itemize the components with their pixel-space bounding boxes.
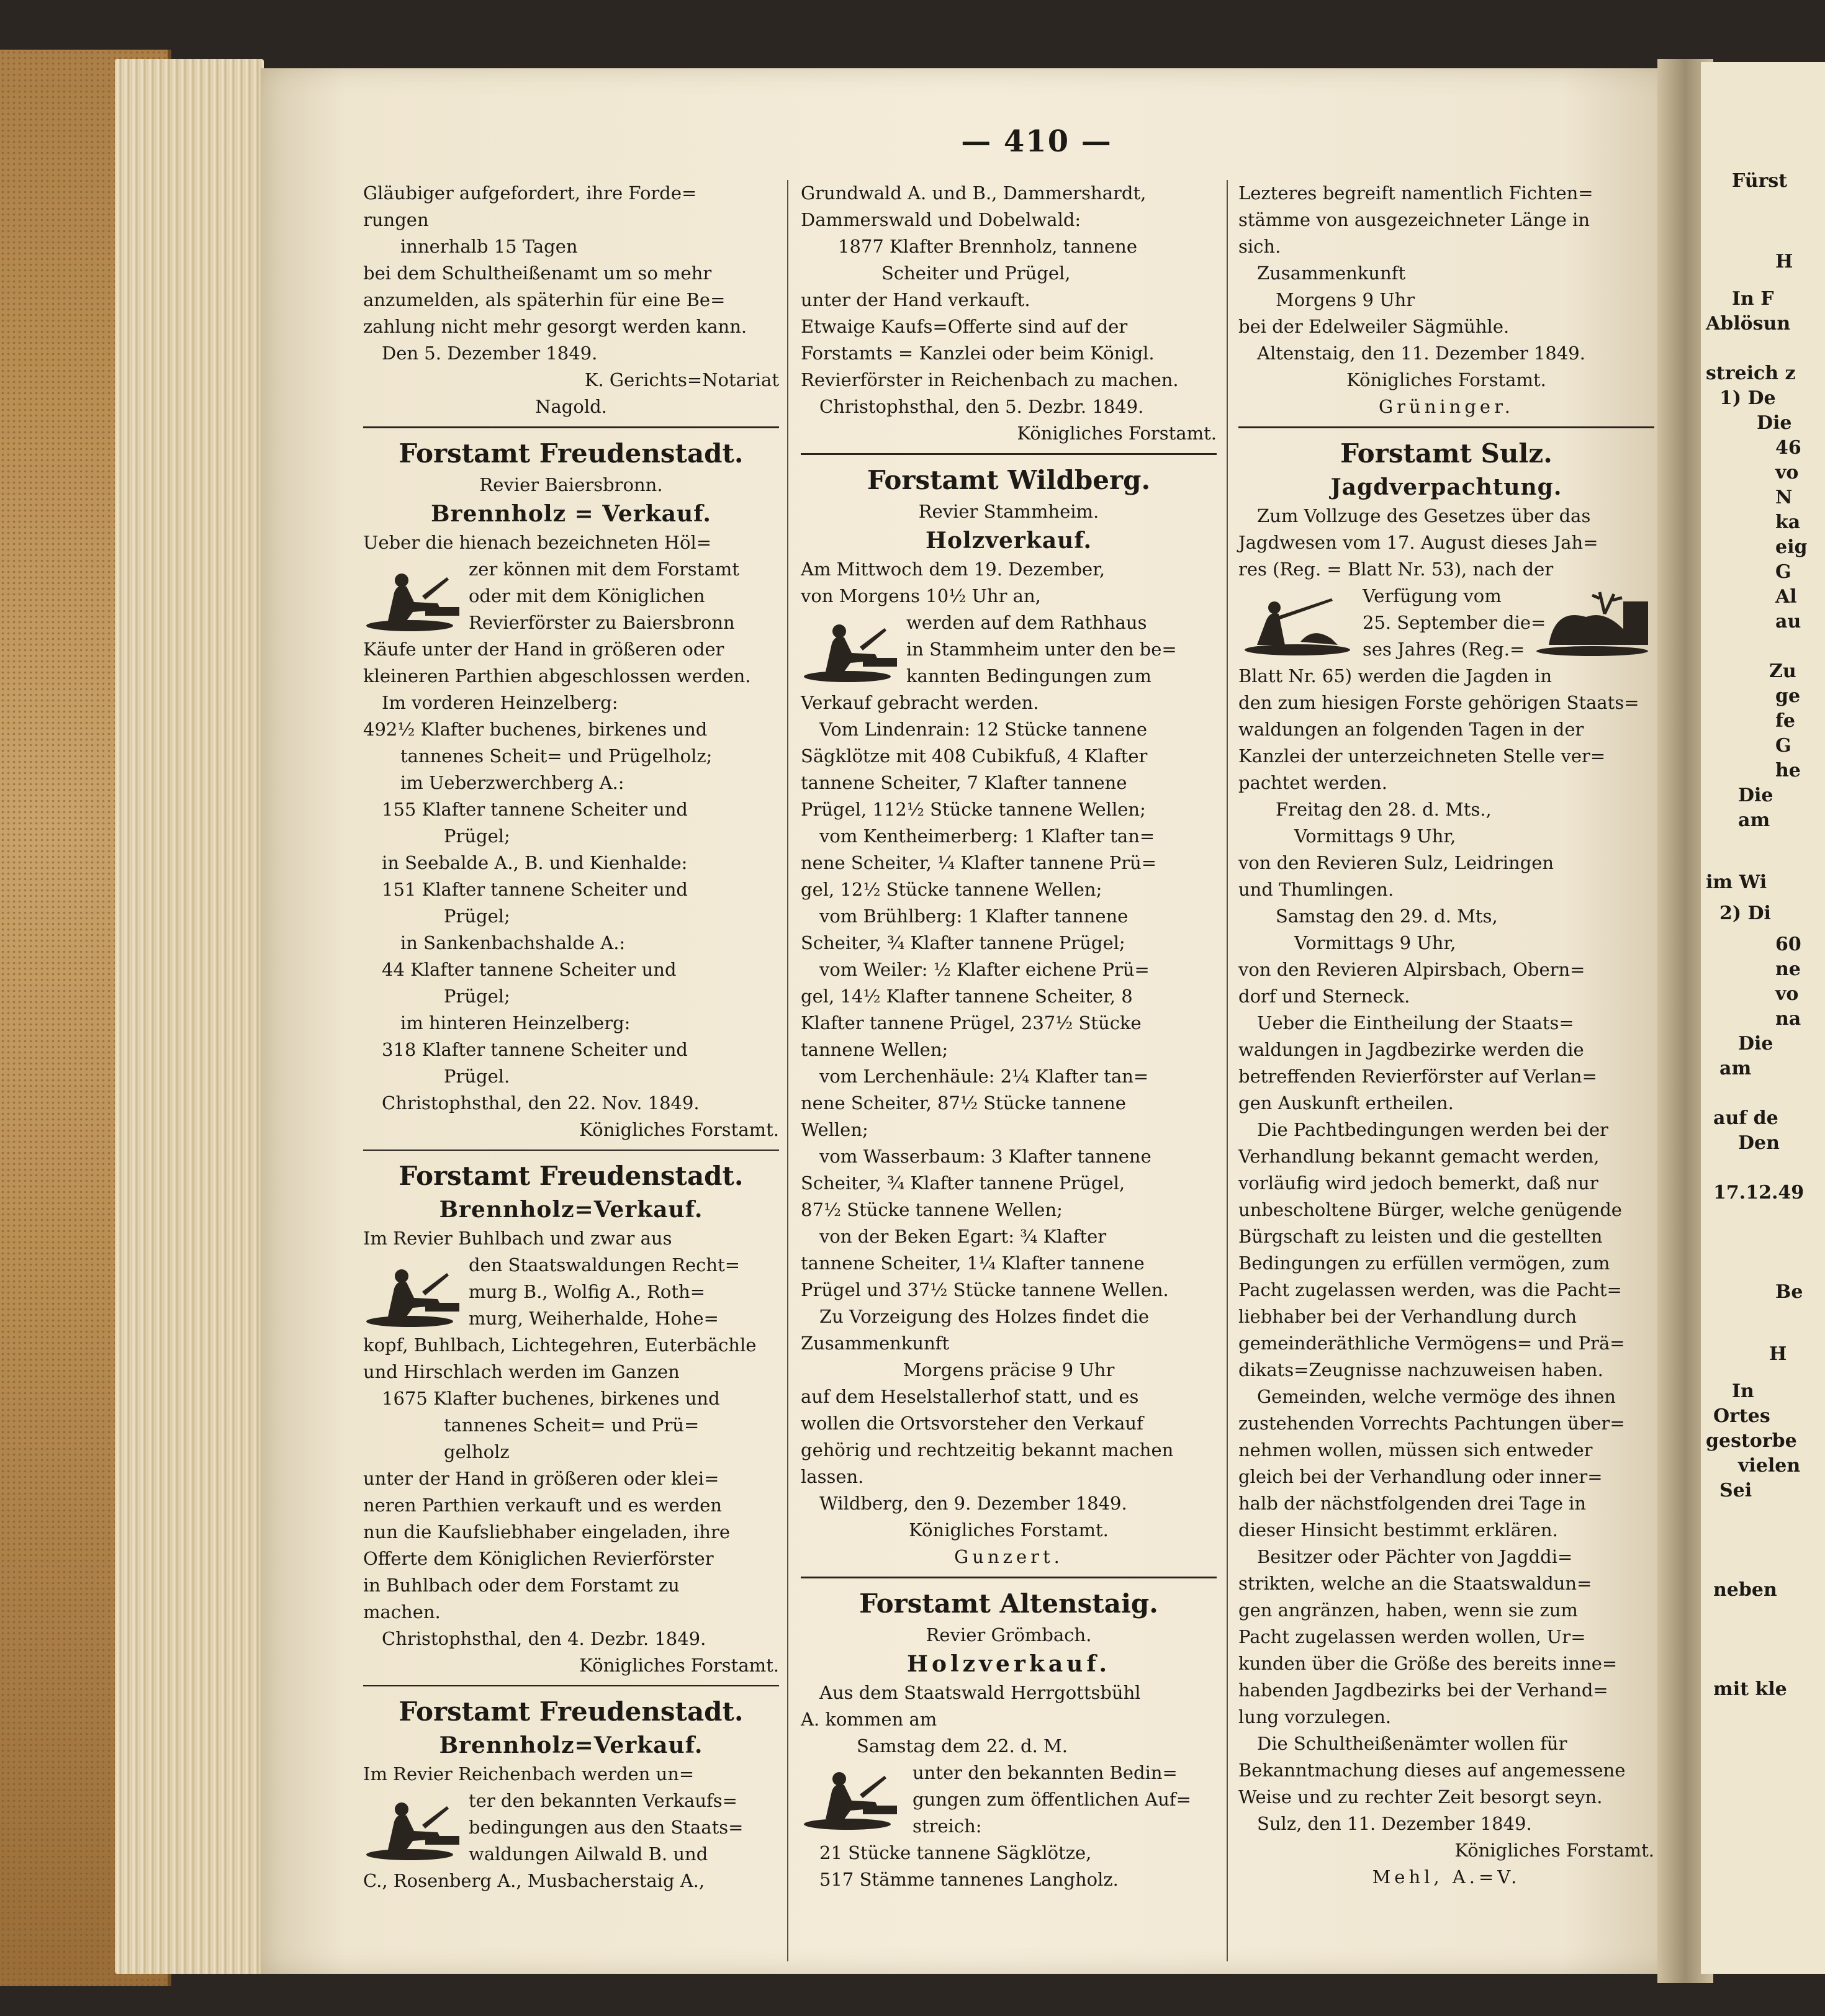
text-line: Prügel, 112½ Stücke tannene Wellen; bbox=[801, 799, 1146, 820]
section-rule bbox=[801, 1577, 1217, 1578]
text-line: Im vorderen Heinzelberg: bbox=[382, 692, 618, 713]
page-edges bbox=[115, 59, 264, 1974]
text-line: 492½ Klafter buchenes, birkenes und bbox=[363, 719, 708, 740]
text-line: kopf, Buhlbach, Lichtegehren, Euterbächle bbox=[363, 1334, 757, 1356]
next-page-fragment: Den bbox=[1738, 1132, 1780, 1154]
text-line: Im Revier Buhlbach und zwar aus bbox=[363, 1228, 672, 1249]
text-line: Königliches Forstamt. bbox=[909, 1519, 1109, 1541]
next-page-fragment: Ortes bbox=[1713, 1405, 1770, 1427]
text-line: Bedingungen zu erfüllen vermögen, zum bbox=[1238, 1253, 1610, 1274]
text-line: Bürgschaft zu leisten und die gestellten bbox=[1238, 1226, 1603, 1247]
text-line: den Staatswaldungen Recht= bbox=[469, 1254, 741, 1276]
next-page-edge bbox=[1701, 62, 1825, 1974]
text-line: Offerte dem Königlichen Revierförster bbox=[363, 1548, 714, 1569]
deer-illustration bbox=[1530, 583, 1654, 657]
text-line: bedingungen aus den Staats= bbox=[469, 1817, 744, 1838]
text-line: Verkauf gebracht werden. bbox=[801, 692, 1039, 713]
next-page-fragment: Die bbox=[1738, 785, 1773, 806]
next-page-fragment: am bbox=[1738, 809, 1770, 831]
text-line: Die Schultheißenämter wollen für bbox=[1257, 1733, 1567, 1754]
text-line: Grundwald A. und B., Dammershardt, bbox=[801, 182, 1147, 204]
text-line: 318 Klafter tannene Scheiter und bbox=[382, 1039, 688, 1060]
next-page-fragment: Ablösun bbox=[1706, 313, 1791, 335]
text-line: gen angränzen, haben, wenn sie zum bbox=[1238, 1600, 1578, 1621]
text-line: gen Auskunft ertheilen. bbox=[1238, 1092, 1454, 1114]
text-line: Jagdwesen vom 17. August dieses Jah= bbox=[1238, 532, 1598, 553]
next-page-fragment: ge bbox=[1775, 685, 1801, 707]
text-line: C., Rosenberg A., Musbacherstaig A., bbox=[363, 1870, 705, 1891]
text-line: gehörig und rechtzeitig bekannt machen bbox=[801, 1439, 1174, 1460]
text-line: in Sankenbachshalde A.: bbox=[400, 932, 626, 953]
text-line: Königliches Forstamt. bbox=[579, 1119, 779, 1140]
text-line: in Buhlbach oder dem Forstamt zu bbox=[363, 1575, 680, 1596]
column-divider-2 bbox=[1227, 180, 1228, 1961]
next-page-fragment: Zu bbox=[1769, 660, 1796, 682]
text-line: Kanzlei der unterzeichneten Stelle ver= bbox=[1238, 745, 1606, 767]
text-line: bei der Edelweiler Sägmühle. bbox=[1238, 316, 1510, 337]
text-line: Verhandlung bekannt gemacht werden, bbox=[1238, 1146, 1600, 1167]
text-line: Pacht zugelassen werden, was die Pacht= bbox=[1238, 1279, 1622, 1300]
text-line: Etwaige Kaufs=Offerte sind auf der bbox=[801, 316, 1128, 337]
text-line: habenden Jagdbezirks bei der Verhand= bbox=[1238, 1680, 1608, 1701]
text-line: Gläubiger aufgefordert, ihre Forde= bbox=[363, 182, 697, 204]
text-line: von den Revieren Sulz, Leidringen bbox=[1238, 852, 1554, 873]
next-page-fragment: 2) Di bbox=[1719, 902, 1771, 924]
text-line: Zusammenkunft bbox=[1257, 263, 1406, 284]
text-line: Zum Vollzuge des Gesetzes über das bbox=[1257, 505, 1591, 526]
next-page-fragment: 46 bbox=[1775, 437, 1801, 459]
text-line: den zum hiesigen Forste gehörigen Staats= bbox=[1238, 692, 1639, 713]
text-line: Verfügung vom bbox=[1363, 585, 1502, 606]
woodcutter-illustration bbox=[801, 610, 900, 684]
text-line: ses Jahres (Reg.= bbox=[1363, 639, 1525, 660]
text-line: machen. bbox=[363, 1601, 441, 1622]
text-line: 44 Klafter tannene Scheiter und bbox=[382, 959, 677, 980]
column1-intro bbox=[363, 180, 779, 420]
woodcut-block bbox=[363, 556, 779, 636]
next-page-fragment: Al bbox=[1775, 586, 1797, 608]
text-line: Christophsthal, den 4. Dezbr. 1849. bbox=[382, 1628, 706, 1649]
text-line: im Ueberzwerchberg A.: bbox=[400, 772, 624, 793]
next-page-fragment: 17.12.49 bbox=[1713, 1182, 1805, 1204]
text-line: Scheiter, ¾ Klafter tannene Prügel; bbox=[801, 932, 1125, 953]
notice-heading: Holzverkauf. bbox=[925, 528, 1093, 554]
notice-title: Forstamt Freudenstadt. bbox=[399, 1161, 744, 1191]
text-line: Nagold. bbox=[535, 396, 607, 417]
text-line: werden auf dem Rathhaus bbox=[906, 612, 1147, 633]
text-line: Weise und zu rechter Zeit besorgt seyn. bbox=[1238, 1786, 1603, 1807]
text-line: tannene Wellen; bbox=[801, 1039, 949, 1060]
next-page-fragment: G bbox=[1775, 735, 1791, 757]
next-page-fragment: vielen bbox=[1738, 1455, 1801, 1477]
text-line: nene Scheiter, 87½ Stücke tannene bbox=[801, 1092, 1126, 1114]
text-line: 87½ Stücke tannene Wellen; bbox=[801, 1199, 1063, 1220]
text-line: tannene Scheiter, 7 Klafter tannene bbox=[801, 772, 1127, 793]
text-line: Königliches Forstamt. bbox=[1454, 1840, 1654, 1861]
text-line: Königliches Forstamt. bbox=[1346, 369, 1546, 390]
text-line: streich: bbox=[912, 1816, 982, 1837]
text-line: Den 5. Dezember 1849. bbox=[382, 343, 598, 364]
notice-heading: Brennholz=Verkauf. bbox=[439, 1732, 703, 1758]
text-line: gemeinderäthliche Vermögens= und Prä= bbox=[1238, 1333, 1625, 1354]
column-1 bbox=[363, 180, 779, 1894]
next-page-fragment: 60 bbox=[1775, 934, 1801, 955]
text-line: Die Pachtbedingungen werden bei der bbox=[1257, 1119, 1609, 1140]
next-page-fragment: In bbox=[1732, 1380, 1754, 1402]
text-line: Klafter tannene Prügel, 237½ Stücke bbox=[801, 1012, 1142, 1033]
text-line: A. kommen am bbox=[801, 1709, 937, 1730]
text-line: Dammerswald und Dobelwald: bbox=[801, 209, 1081, 230]
text-line: und Thumlingen. bbox=[1238, 879, 1394, 900]
notice-freudenstadt-buhlbach bbox=[363, 1158, 779, 1679]
woodcut-block bbox=[363, 1788, 779, 1868]
text-line: Käufe unter der Hand in größeren oder bbox=[363, 639, 724, 660]
notice-title: Forstamt Freudenstadt. bbox=[399, 438, 744, 469]
notice-wildberg bbox=[801, 462, 1217, 1570]
text-line: waldungen in Jagdbezirke werden die bbox=[1238, 1039, 1584, 1060]
text-line: 151 Klafter tannene Scheiter und bbox=[382, 879, 688, 900]
page-number: — 410 — bbox=[961, 124, 1112, 159]
text-line: gel, 14½ Klafter tannene Scheiter, 8 bbox=[801, 986, 1133, 1007]
text-line: Sulz, den 11. Dezember 1849. bbox=[1257, 1813, 1532, 1834]
text-line: kleineren Parthien abgeschlossen werden. bbox=[363, 665, 751, 686]
next-page-fragment: fe bbox=[1775, 710, 1795, 732]
notice-altenstaig bbox=[801, 1586, 1217, 1893]
text-line: Christophsthal, den 5. Dezbr. 1849. bbox=[819, 396, 1144, 417]
text-line: bei dem Schultheißenamt um so mehr bbox=[363, 263, 712, 284]
text-line: halb der nächstfolgenden drei Tage in bbox=[1238, 1493, 1587, 1514]
next-page-fragment: Die bbox=[1757, 412, 1792, 434]
next-page-fragment: mit kle bbox=[1713, 1678, 1787, 1700]
text-line: gungen zum öffentlichen Auf= bbox=[912, 1789, 1191, 1810]
text-line: lung vorzulegen. bbox=[1238, 1706, 1392, 1727]
next-page-fragment: na bbox=[1775, 1008, 1801, 1030]
text-line: 1877 Klafter Brennholz, tannene bbox=[838, 236, 1137, 257]
text-line: vom Lerchenhäule: 2¼ Klafter tan= bbox=[819, 1066, 1149, 1087]
text-line: pachtet werden. bbox=[1238, 772, 1387, 793]
notice-heading: Brennholz = Verkauf. bbox=[431, 501, 711, 527]
text-line: von Morgens 10½ Uhr an, bbox=[801, 585, 1041, 606]
text-line: Prügel. bbox=[444, 1066, 510, 1087]
text-line: Vormittags 9 Uhr, bbox=[1294, 826, 1456, 847]
text-line: neren Parthien verkauft und es werden bbox=[363, 1495, 722, 1516]
next-page-fragment: Be bbox=[1775, 1281, 1803, 1303]
text-line: in Seebalde A., B. und Kienhalde: bbox=[382, 852, 688, 873]
next-page-fragment: ne bbox=[1775, 958, 1801, 980]
woodcut-block bbox=[363, 1252, 779, 1332]
text-line: sich. bbox=[1238, 236, 1281, 257]
notice-sulz bbox=[1238, 436, 1654, 1891]
text-line: 1675 Klafter buchenes, birkenes und bbox=[382, 1388, 720, 1409]
notice-heading: Brennholz=Verkauf. bbox=[439, 1197, 703, 1223]
notice-title: Forstamt Sulz. bbox=[1340, 438, 1552, 469]
next-page-fragment: im Wi bbox=[1706, 871, 1767, 893]
text-line: und Hirschlach werden im Ganzen bbox=[363, 1361, 680, 1382]
text-line: unter der Hand verkauft. bbox=[801, 289, 1030, 310]
text-line: vom Wasserbaum: 3 Klafter tannene bbox=[819, 1146, 1151, 1167]
text-line: tannene Scheiter, 1¼ Klafter tannene bbox=[801, 1253, 1145, 1274]
text-line: ter den bekannten Verkaufs= bbox=[469, 1790, 737, 1811]
text-line: kunden über die Größe des bereits inne= bbox=[1238, 1653, 1618, 1674]
text-line: Wellen; bbox=[801, 1119, 868, 1140]
column-2 bbox=[801, 180, 1217, 1893]
next-page-fragment: Fürst bbox=[1732, 170, 1788, 192]
text-line: betreffenden Revierförster auf Verlan= bbox=[1238, 1066, 1597, 1087]
text-line: Vormittags 9 Uhr, bbox=[1294, 932, 1456, 953]
text-line: Bekanntmachung dieses auf angemessene bbox=[1238, 1760, 1626, 1781]
text-line: Aus dem Staatswald Herrgottsbühl bbox=[819, 1682, 1141, 1703]
notice-title: Forstamt Freudenstadt. bbox=[399, 1696, 744, 1727]
text-line: Prügel und 37½ Stücke tannene Wellen. bbox=[801, 1279, 1169, 1300]
column-3 bbox=[1238, 180, 1654, 1891]
next-page-fragment: H bbox=[1775, 251, 1793, 272]
text-line: zustehenden Vorrechts Pachtungen über= bbox=[1238, 1413, 1625, 1434]
text-line: Prügel; bbox=[444, 826, 510, 847]
text-line: nun die Kaufsliebhaber eingeladen, ihre bbox=[363, 1521, 730, 1542]
text-line: wollen die Ortsvorsteher den Verkauf bbox=[801, 1413, 1143, 1434]
text-line: unter der Hand in größeren oder klei= bbox=[363, 1468, 719, 1489]
notice-freudenstadt-reichenbach bbox=[363, 1694, 779, 1894]
text-line: Besitzer oder Pächter von Jagddi= bbox=[1257, 1546, 1573, 1567]
next-page-fragment: he bbox=[1775, 760, 1801, 781]
text-line: rungen bbox=[363, 209, 429, 230]
text-line: 25. September die= bbox=[1363, 612, 1546, 633]
text-line: Zu Vorzeigung des Holzes findet die bbox=[819, 1306, 1150, 1327]
next-page-fragment: am bbox=[1719, 1058, 1752, 1079]
text-line: Vom Lindenrain: 12 Stücke tannene bbox=[819, 719, 1147, 740]
text-line: Prügel; bbox=[444, 906, 510, 927]
text-line: zer können mit dem Forstamt bbox=[469, 559, 739, 580]
next-page-fragment: G bbox=[1775, 561, 1791, 583]
text-line: Altenstaig, den 11. Dezember 1849. bbox=[1257, 343, 1585, 364]
woodcut-block bbox=[1238, 583, 1654, 663]
next-page-fragment: gestorbe bbox=[1706, 1430, 1797, 1452]
text-line: vom Brühlberg: 1 Klafter tannene bbox=[819, 906, 1129, 927]
section-rule bbox=[801, 453, 1217, 455]
notice-revier: Revier Stammheim. bbox=[918, 501, 1099, 522]
notice-heading: Holzverkauf. bbox=[906, 1651, 1111, 1677]
text-line: murg B., Wolfig A., Roth= bbox=[469, 1281, 706, 1302]
text-line: nehmen wollen, müssen sich entweder bbox=[1238, 1439, 1593, 1460]
text-line: von der Beken Egart: ¾ Klafter bbox=[819, 1226, 1107, 1247]
text-line: dorf und Sterneck. bbox=[1238, 986, 1410, 1007]
text-line: in Stammheim unter den be= bbox=[906, 639, 1177, 660]
next-page-fragment: vo bbox=[1775, 983, 1799, 1005]
text-line: vom Weiler: ½ Klafter eichene Prü= bbox=[819, 959, 1150, 980]
text-line: von den Revieren Alpirsbach, Obern= bbox=[1238, 959, 1585, 980]
next-page-fragment: 1) De bbox=[1719, 387, 1776, 409]
text-line: Wildberg, den 9. Dezember 1849. bbox=[819, 1493, 1127, 1514]
text-line: stämme von ausgezeichneter Länge in bbox=[1238, 209, 1590, 230]
text-line: kannten Bedingungen zum bbox=[906, 665, 1151, 686]
text-line: strikten, welche an die Staatswaldun= bbox=[1238, 1573, 1592, 1594]
next-page-fragment: Die bbox=[1738, 1033, 1773, 1055]
woodcutter-illustration bbox=[363, 1254, 462, 1329]
text-line: K. Gerichts=Notariat bbox=[584, 369, 779, 390]
text-line: im hinteren Heinzelberg: bbox=[400, 1012, 631, 1033]
section-rule bbox=[363, 426, 779, 428]
text-line: Revierförster in Reichenbach zu machen. bbox=[801, 369, 1179, 390]
text-line: Prügel; bbox=[444, 986, 510, 1007]
text-line: Ueber die hienach bezeichneten Höl= bbox=[363, 532, 712, 553]
text-line: 155 Klafter tannene Scheiter und bbox=[382, 799, 688, 820]
text-line: res (Reg. = Blatt Nr. 53), nach der bbox=[1238, 559, 1554, 580]
text-line: Grüninger. bbox=[1379, 396, 1514, 417]
text-line: lassen. bbox=[801, 1466, 864, 1487]
text-line: gelholz bbox=[444, 1441, 510, 1462]
text-line: tannenes Scheit= und Prügelholz; bbox=[400, 745, 713, 767]
column-divider-1 bbox=[787, 180, 788, 1961]
text-line: waldungen Ailwald B. und bbox=[469, 1843, 708, 1865]
text-line: anzumelden, als späterhin für eine Be= bbox=[363, 289, 726, 310]
next-page-fragment: streich z bbox=[1706, 362, 1796, 384]
text-line: unbescholtene Bürger, welche genügende bbox=[1238, 1199, 1622, 1220]
next-page-fragment: eig bbox=[1775, 536, 1808, 558]
next-page-fragment: Sei bbox=[1719, 1480, 1752, 1501]
section-rule bbox=[1238, 426, 1654, 428]
text-line: Königliches Forstamt. bbox=[579, 1655, 779, 1676]
notice-title: Forstamt Altenstaig. bbox=[859, 1588, 1158, 1619]
section-rule bbox=[363, 1150, 779, 1151]
text-line: Mehl, A.=V. bbox=[1372, 1866, 1521, 1888]
woodcut-block bbox=[801, 1760, 1217, 1840]
notice-title: Forstamt Wildberg. bbox=[867, 465, 1151, 495]
next-page-fragment: In F bbox=[1732, 288, 1774, 310]
text-line: 517 Stämme tannenes Langholz. bbox=[819, 1869, 1119, 1890]
next-page-fragment: auf de bbox=[1713, 1107, 1778, 1129]
text-line: Zusammenkunft bbox=[801, 1333, 950, 1354]
notice-freudenstadt-baiersbronn bbox=[363, 436, 779, 1143]
hunter-illustration bbox=[1238, 583, 1356, 657]
notice-revier: Revier Grömbach. bbox=[926, 1624, 1092, 1645]
text-line: Ueber die Eintheilung der Staats= bbox=[1257, 1012, 1574, 1033]
text-line: innerhalb 15 Tagen bbox=[400, 236, 578, 257]
notice-revier: Revier Baiersbronn. bbox=[479, 474, 663, 495]
text-line: Samstag den 29. d. Mts, bbox=[1276, 906, 1498, 927]
column2-intro bbox=[801, 180, 1217, 447]
woodcut-block bbox=[801, 610, 1217, 690]
text-line: Pacht zugelassen werden wollen, Ur= bbox=[1238, 1626, 1586, 1647]
text-line: Morgens 9 Uhr bbox=[1276, 289, 1415, 310]
text-line: unter den bekannten Bedin= bbox=[912, 1762, 1178, 1783]
woodcutter-illustration bbox=[801, 1757, 900, 1832]
text-line: dieser Hinsicht bestimmt erklären. bbox=[1238, 1519, 1558, 1541]
text-line: Sägklötze mit 408 Cubikfuß, 4 Klafter bbox=[801, 745, 1148, 767]
notice-heading: Jagdverpachtung. bbox=[1330, 474, 1562, 500]
text-line: Gunzert. bbox=[954, 1546, 1063, 1567]
text-line: Forstamts = Kanzlei oder beim Königl. bbox=[801, 343, 1155, 364]
next-page-fragment: au bbox=[1775, 611, 1801, 632]
text-line: vorläufig wird jedoch bemerkt, daß nur bbox=[1238, 1172, 1598, 1194]
text-line: Gemeinden, welche vermöge des ihnen bbox=[1257, 1386, 1616, 1407]
next-page-fragment: ka bbox=[1775, 511, 1801, 533]
text-line: oder mit dem Königlichen bbox=[469, 585, 705, 606]
text-line: dikats=Zeugnisse nachzuweisen haben. bbox=[1238, 1359, 1603, 1380]
woodcutter-illustration bbox=[363, 1788, 462, 1862]
text-line: Blatt Nr. 65) werden die Jagden in bbox=[1238, 665, 1552, 686]
text-line: nene Scheiter, ¼ Klafter tannene Prü= bbox=[801, 852, 1157, 873]
text-line: gleich bei der Verhandlung oder inner= bbox=[1238, 1466, 1603, 1487]
text-line: 21 Stücke tannene Sägklötze, bbox=[819, 1842, 1092, 1863]
text-line: zahlung nicht mehr gesorgt werden kann. bbox=[363, 316, 747, 337]
next-page-fragment: vo bbox=[1775, 462, 1799, 484]
text-line: Scheiter und Prügel, bbox=[881, 263, 1071, 284]
text-line: Revierförster zu Baiersbronn bbox=[469, 612, 735, 633]
column3-intro bbox=[1238, 180, 1654, 420]
text-line: Morgens präcise 9 Uhr bbox=[903, 1359, 1115, 1380]
next-page-fragment: N bbox=[1775, 487, 1793, 508]
woodcutter-illustration bbox=[363, 559, 462, 633]
text-line: Christophsthal, den 22. Nov. 1849. bbox=[382, 1092, 700, 1114]
text-line: Im Revier Reichenbach werden un= bbox=[363, 1763, 695, 1784]
text-line: vom Kentheimerberg: 1 Klafter tan= bbox=[819, 826, 1155, 847]
text-line: murg, Weiherhalde, Hohe= bbox=[469, 1308, 719, 1329]
text-line: gel, 12½ Stücke tannene Wellen; bbox=[801, 879, 1102, 900]
next-page-fragment: H bbox=[1769, 1343, 1787, 1365]
text-line: Freitag den 28. d. Mts., bbox=[1276, 799, 1492, 820]
text-line: waldungen an folgenden Tagen in der bbox=[1238, 719, 1584, 740]
next-page-fragment: neben bbox=[1713, 1579, 1777, 1601]
text-line: auf dem Heselstallerhof statt, und es bbox=[801, 1386, 1139, 1407]
text-line: Am Mittwoch dem 19. Dezember, bbox=[801, 559, 1106, 580]
text-line: Lezteres begreift namentlich Fichten= bbox=[1238, 182, 1593, 204]
text-line: tannenes Scheit= und Prü= bbox=[444, 1415, 700, 1436]
section-rule bbox=[363, 1685, 779, 1686]
text-line: Königliches Forstamt. bbox=[1017, 423, 1217, 444]
text-line: liebhaber bei der Verhandlung durch bbox=[1238, 1306, 1577, 1327]
text-line: Scheiter, ¾ Klafter tannene Prügel, bbox=[801, 1172, 1125, 1194]
text-line: Samstag dem 22. d. M. bbox=[857, 1735, 1068, 1757]
